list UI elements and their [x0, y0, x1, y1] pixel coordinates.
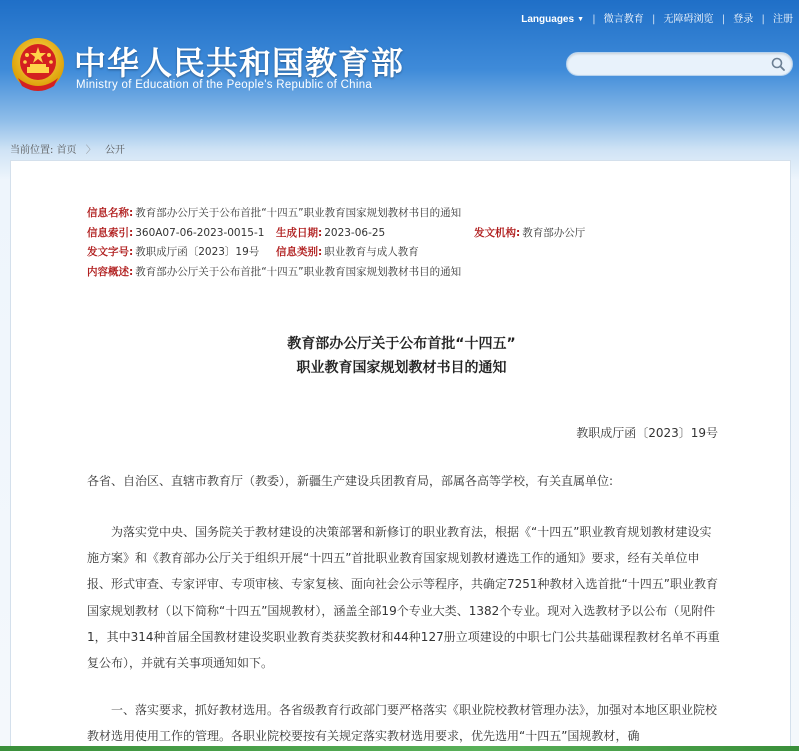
breadcrumb — [10, 141, 125, 156]
login-link[interactable]: 登录 — [733, 14, 754, 25]
site-header — [0, 0, 799, 140]
meta-value: 2023-06-25 — [324, 226, 386, 239]
languages-menu[interactable] — [521, 14, 584, 25]
meta-value: 教育部办公厅关于公布首批“十四五”职业教育国家规划教材书目的通知 — [135, 265, 462, 278]
national-emblem-icon[interactable] — [10, 36, 66, 94]
search-box — [566, 52, 793, 76]
register-link[interactable]: 注册 — [773, 14, 793, 25]
weibo-link[interactable]: 微言教育 — [603, 14, 644, 25]
breadcrumb-home-link[interactable]: 首页 — [56, 145, 77, 156]
divider: | — [761, 14, 765, 25]
search-input[interactable] — [577, 54, 767, 76]
divider: | — [721, 14, 726, 25]
meta-label: 内容概述: — [87, 265, 134, 278]
meta-label: 发文字号: — [87, 246, 134, 258]
document-title-line-2: 职业教育国家规划教材书目的通知 — [296, 360, 507, 376]
info-meta-table — [87, 205, 586, 283]
body-paragraph: 为落实党中央、国务院关于教材建设的决策部署和新修订的职业教育法，根据《“十四五”职业教育规划教材建设实施方案》和《教育部办公厅关于组织开展“十四五”首批职业教育国家规划教材遴选工作的通知》要求，经有关单位申报、形式审查、专家评审、专项审核、专家复核、面向社会公示等程序，共确定7251种教材入选首批“十四五”职业教育国家规划教材（以下简称“十四五”国规教材），涵盖全部19个专业大类、1382个专业。现对入选教材予以公布（见附件1，其中314种首届全国教材建设奖职业教育类获奖教材和44种127册立项建设的中职七门公共基础课程教材名单不再重复公布），并就有关事项通知如下。 — [87, 525, 720, 671]
divider: | — [651, 14, 656, 25]
breadcrumb-arrow-icon: 〉 — [85, 145, 96, 156]
meta-label: 生成日期: — [276, 226, 323, 239]
meta-value: 教育部办公厅 — [522, 226, 586, 239]
meta-label: 信息名称: — [87, 207, 134, 219]
meta-row-index — [87, 225, 586, 245]
divider: | — [592, 14, 596, 25]
meta-value: 职业教育与成人教育 — [324, 246, 419, 258]
meta-label: 信息索引: — [87, 226, 134, 239]
meta-label: 信息类别: — [276, 246, 323, 258]
meta-value: 360A07-06-2023-0015-1 — [135, 226, 265, 239]
meta-value: 教育部办公厅关于公布首批“十四五”职业教育国家规划教材书目的通知 — [135, 207, 462, 219]
breadcrumb-current-link[interactable]: 公开 — [104, 145, 125, 156]
search-icon[interactable] — [771, 57, 785, 71]
meta-row-summary — [87, 264, 461, 284]
bottom-status-bar — [0, 746, 799, 751]
chevron-down-icon: ▼ — [577, 16, 584, 23]
site-title-cn: 中华人民共和国教育部 — [74, 44, 405, 82]
languages-label: Languages — [521, 14, 575, 25]
meta-row-name — [87, 205, 461, 225]
meta-row-docno — [87, 244, 461, 264]
site-title-en: Ministry of Education of the People's Republic of China — [76, 79, 373, 91]
article-container — [10, 160, 791, 751]
meta-value: 教职成厅函〔2023〕19号 — [135, 246, 260, 258]
document-title-line-1: 教育部办公厅关于公布首批“十四五” — [287, 336, 516, 352]
document-number: 教职成厅函〔2023〕19号 — [576, 426, 718, 440]
body-paragraph: 一、落实要求，抓好教材选用。各省级教育行政部门要严格落实《职业院校教材管理办法》，加强对本地区职业院校教材选用使用工作的管理。各职业院校要按有关规定落实教材选用要求，优先选用“十四五”国规教材，确 — [87, 703, 718, 744]
accessibility-link[interactable]: 无障碍浏览 — [663, 14, 714, 25]
salutation: 各省、自治区、直辖市教育厅（教委），新疆生产建设兵团教育局，部属各高等学校，有关直属单位: — [87, 474, 614, 488]
breadcrumb-label: 当前位置: — [10, 145, 54, 156]
meta-label: 发文机构: — [474, 226, 521, 239]
top-links — [521, 10, 793, 25]
